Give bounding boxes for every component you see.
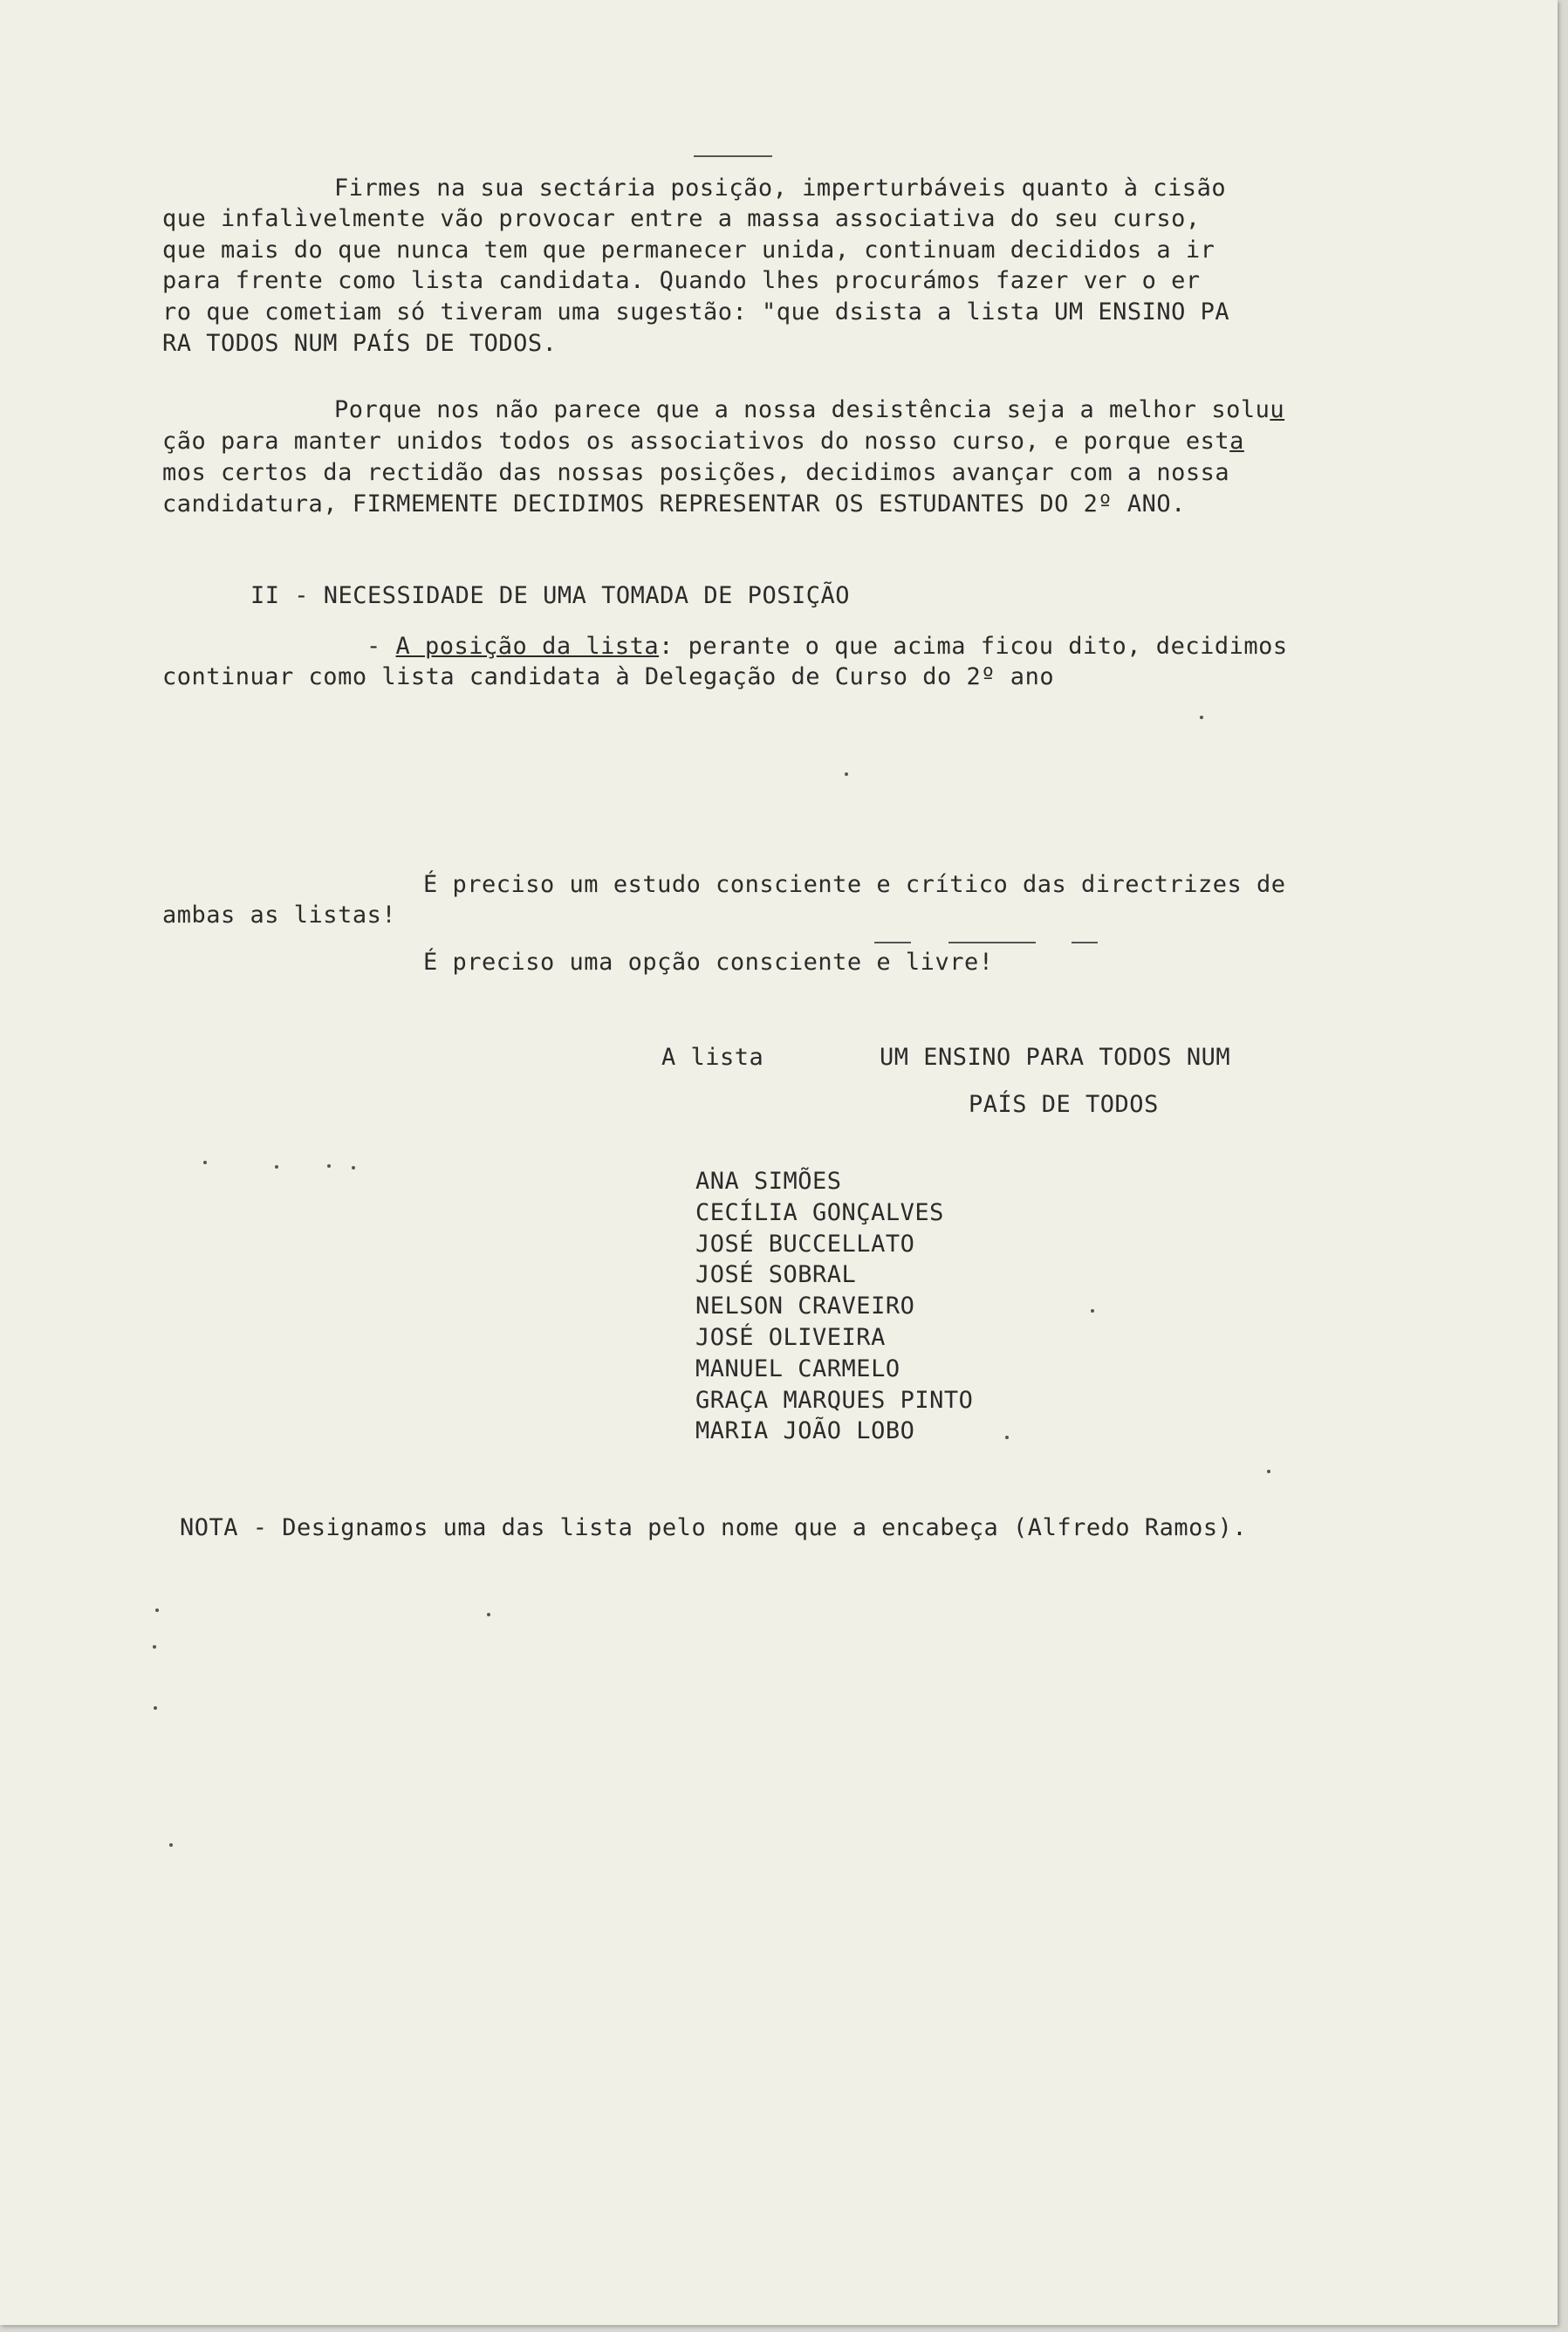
stray-mark [153,1645,156,1649]
stray-mark [327,1164,331,1168]
member-9: MARIA JOÃO LOBO [695,1417,915,1444]
p1-line-4: para frente como lista candidata. Quando lhes procurámos fazer ver o er [162,267,1201,294]
member-8: GRAÇA MARQUES PINTO [695,1387,974,1414]
stray-mark [352,1166,355,1169]
member-1: ANA SIMÕES [695,1168,842,1195]
stray-mark [948,942,1036,943]
stray-mark [169,1843,173,1847]
member-6: JOSÉ OLIVEIRA [695,1324,886,1351]
member-2: CECÍLIA GONÇALVES [695,1199,944,1226]
member-7: MANUEL CARMELO [695,1355,900,1382]
stray-mark [874,942,911,943]
p1-line-2: que infalìvelmente vão provocar entre a massa associativa do seu curso, [162,205,1201,232]
p1-line-1: Firmes na sua sectária posição, imperturbáveis quanto à cisão [334,175,1227,202]
p2-line-1: Porque nos não parece que a nossa desistência seja a melhor soluu [334,396,1285,423]
list-prefix: A lista [661,1044,764,1071]
section-heading: II - NECESSIDADE DE UMA TOMADA DE POSIÇÃO [250,582,850,609]
stray-mark [1072,942,1098,943]
p1-line-6: RA TODOS NUM PAÍS DE TODOS. [162,330,558,357]
list-name-line-2: PAÍS DE TODOS [969,1091,1159,1118]
stray-mark [203,1161,207,1164]
p1-line-5: ro que cometiam só tiveram uma sugestão: "que dsista a lista UM ENSINO PA [162,298,1230,326]
stray-mark [845,772,848,776]
stray-mark [1200,716,1203,719]
call1-line-2: ambas as listas! [162,902,397,929]
stray-mark [1005,1436,1009,1439]
stray-mark [154,1706,157,1710]
call1-line-1: É preciso um estudo consciente e crítico das directrizes de [423,871,1286,898]
p2-line-2: ção para manter unidos todos os associativos do nosso curso, e porque esta [162,428,1244,455]
call2: É preciso uma opção consciente e livre! [423,949,994,976]
member-4: JOSÉ SOBRAL [695,1261,857,1288]
p1-line-3: que mais do que nunca tem que permanecer unida, continuam decididos a ir [162,237,1215,264]
stray-mark [275,1165,278,1169]
position-line-1: - A posição da lista: perante o que acima ficou dito, decidimos [366,633,1288,660]
p2-line-3: mos certos da rectidão das nossas posições, decidimos avançar com a nossa [162,459,1230,486]
stray-mark [155,1608,159,1612]
stray-mark [694,155,772,157]
stray-mark [1267,1470,1270,1473]
member-5: NELSON CRAVEIRO [695,1293,915,1320]
stray-mark [487,1613,490,1616]
position-line-2: continuar como lista candidata à Delegação de Curso do 2º ano [162,663,1055,690]
member-3: JOSÉ BUCCELLATO [695,1231,915,1258]
list-name-line-1: UM ENSINO PARA TODOS NUM [880,1044,1231,1071]
note: NOTA - Designamos uma das lista pelo nome que a encabeça (Alfredo Ramos). [180,1514,1248,1541]
p2-line-4: candidatura, FIRMEMENTE DECIDIMOS REPRESENTAR OS ESTUDANTES DO 2º ANO. [162,490,1186,518]
stray-mark [1091,1309,1094,1313]
